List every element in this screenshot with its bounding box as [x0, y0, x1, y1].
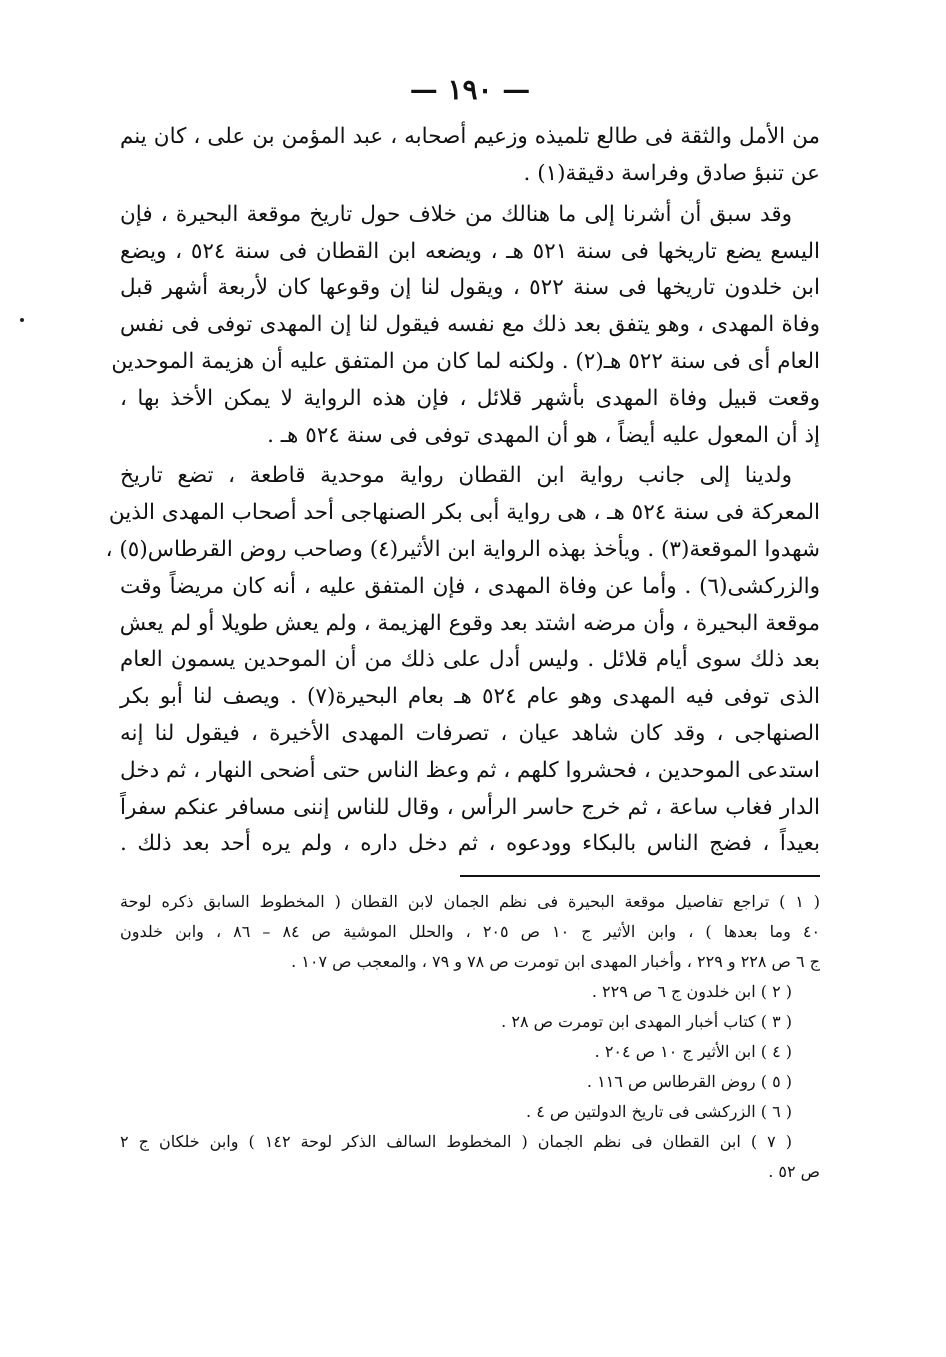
footnote-3 — [120, 1007, 820, 1037]
footnote-line: ج ٦ ص ٢٢٨ و ٢٢٩ ، وأخبار المهدى ابن تومرت ص ٧٨ و ٧٩ ، والمعجب ص ١٠٧ . — [291, 952, 820, 972]
text-line: العام أى فى سنة ٥٢٢ هـ(٢) . ولكنه لما كان من المتفق عليه أن هزيمة الموحدين — [111, 348, 820, 374]
text-line: إذ أن المعول عليه أيضاً ، هو أن المهدى توفى فى سنة ٥٢٤ هـ . — [267, 422, 820, 448]
text-line: اليسع يضع تاريخها فى سنة ٥٢١ هـ ، ويضعه ابن القطان فى سنة ٥٢٤ ، ويضع — [120, 238, 821, 264]
text-line: من الأمل والثقة فى طالع تلميذه وزعيم أصحابه ، عبد المؤمن بن على ، كان ينم — [120, 124, 820, 150]
footnote-6 — [120, 1097, 820, 1127]
text-line: بعد ذلك سوى أيام قلائل . وليس أدل على ذلك من أن الموحدين يسمون العام — [120, 647, 820, 673]
book-page — [105, 70, 821, 1187]
footnote-line: ص ٥٢ . — [768, 1162, 820, 1182]
text-line: استدعى الموحدين ، فحشروا كلهم ، ثم وعظ الناس حتى أضحى النهار ، ثم دخل — [120, 757, 820, 783]
footnote-2 — [120, 977, 820, 1007]
footnote-line: ٤٠ وما بعدها ) ، وابن الأثير ج ١٠ ص ٢٠٥ ، والحلل الموشية ص ٨٤ – ٨٦ ، وابن خلدون — [120, 922, 821, 942]
footnote-line: ( ٣ ) كتاب أخبار المهدى ابن تومرت ص ٢٨ . — [501, 1012, 792, 1032]
footnote-line: ( ٧ ) ابن القطان فى نظم الجمان ( المخطوط السالف الذكر لوحة ١٤٢ ) وابن خلكان ج ٢ — [120, 1132, 793, 1152]
text-line: ولدينا إلى جانب رواية ابن القطان رواية موحدية قاطعة ، تضع تاريخ — [120, 463, 792, 489]
footnotes — [120, 887, 820, 1187]
text-line: عن تنبؤ صادق وفراسة دقيقة(١) . — [523, 160, 820, 186]
footnote-divider — [460, 875, 820, 877]
footnote-line: ( ٦ ) الزركشى فى تاريخ الدولتين ص ٤ . — [526, 1102, 792, 1122]
text-line: وقعت قبيل وفاة المهدى بأشهر قلائل ، فإن هذه الرواية لا يمكن الأخذ بها ، — [120, 385, 820, 411]
paragraph-3 — [105, 458, 820, 863]
stray-dot-mark — [20, 318, 24, 322]
footnote-line: ( ١ ) تراجع تفاصيل موقعة البحيرة فى نظم الجمان لابن القطان ( المخطوط السابق ذكره لوحة — [120, 892, 821, 912]
text-line: موقعة البحيرة ، وأن مرضه اشتد بعد وقوع الهزيمة ، ولم يعش طويلا أو لم يعش — [119, 610, 820, 636]
footnote-1 — [120, 887, 820, 977]
footnote-7 — [120, 1127, 820, 1187]
text-line: الذى توفى فيه المهدى وهو عام ٥٢٤ هـ بعام البحيرة(٧) . ويصف لنا أبو بكر — [120, 684, 820, 710]
paragraph-2 — [111, 197, 821, 455]
text-line: الصنهاجى ، وقد كان شاهد عيان ، تصرفات المهدى الأخيرة ، فيقول لنا إنه — [120, 720, 820, 746]
text-line: المعركة فى سنة ٥٢٤ هـ ، هى رواية أبى بكر الصنهاجى أحد أصحاب المهدى الذين — [108, 500, 820, 526]
footnote-line: ( ٤ ) ابن الأثير ج ١٠ ص ٢٠٤ . — [594, 1042, 792, 1062]
text-line: الدار فغاب ساعة ، ثم خرج حاسر الرأس ، وقال للناس إننى مسافر عنكم سفراً — [120, 794, 820, 820]
footnote-4 — [120, 1037, 820, 1067]
main-text — [105, 119, 821, 863]
page-number: — ١٩٠ — — [409, 73, 531, 106]
text-line: بعيداً ، فضج الناس بالبكاء وودعوه ، ثم دخل داره ، ولم يره أحد بعد ذلك . — [120, 831, 820, 857]
footnote-5 — [120, 1067, 820, 1097]
text-line: وقد سبق أن أشرنا إلى ما هنالك من خلاف حول تاريخ موقعة البحيرة ، فإن — [120, 201, 792, 227]
text-line: ابن خلدون تاريخها فى سنة ٥٢٢ ، ويقول لنا إن وقوعها كان لأربعة أشهر قبل — [120, 275, 820, 301]
footnote-line: ( ٢ ) ابن خلدون ج ٦ ص ٢٢٩ . — [591, 982, 792, 1002]
footnote-line: ( ٥ ) روض القرطاس ص ١١٦ . — [586, 1072, 792, 1092]
text-line: شهدوا الموقعة(٣) . ويأخذ بهذه الرواية ابن الأثير(٤) وصاحب روض القرطاس(٥) ، — [105, 536, 820, 562]
paragraph-1 — [120, 119, 820, 193]
text-line: والزركشى(٦) . وأما عن وفاة المهدى ، فإن المتفق عليه ، أنه كان مريضاً وقت — [120, 573, 820, 599]
text-line: وفاة المهدى ، وهو يتفق بعد ذلك مع نفسه فيقول لنا إن المهدى توفى فى نفس — [120, 312, 820, 338]
